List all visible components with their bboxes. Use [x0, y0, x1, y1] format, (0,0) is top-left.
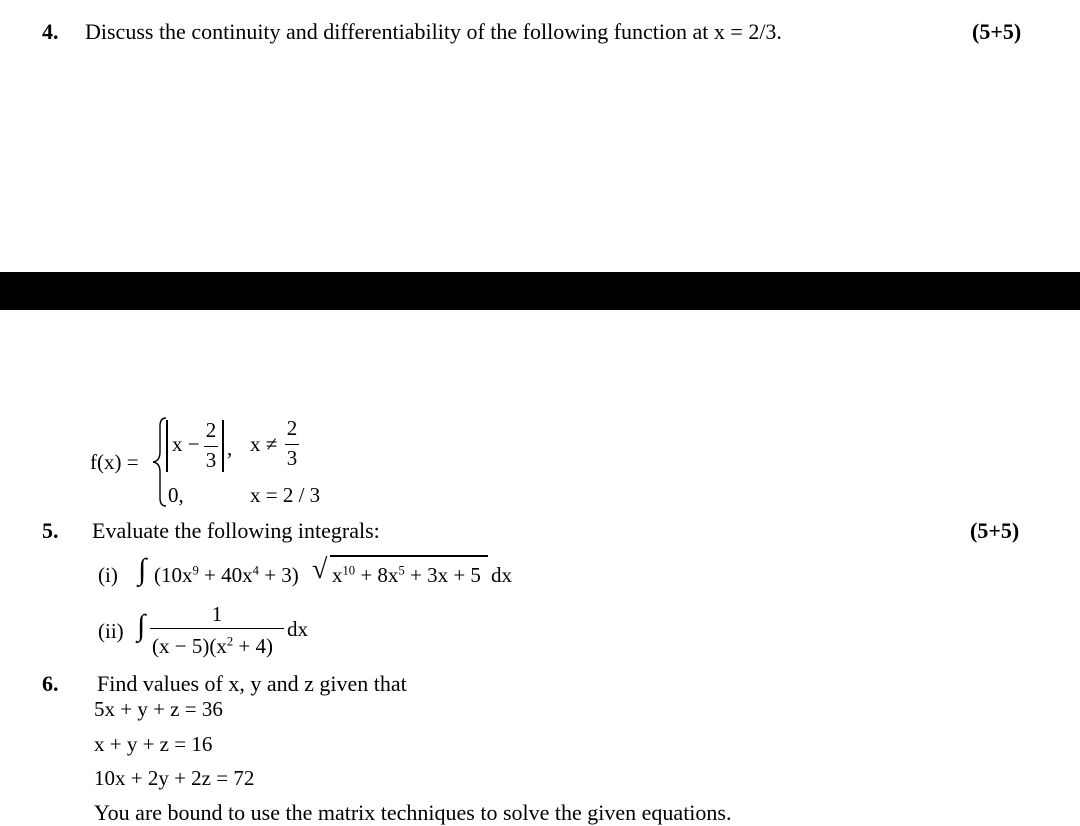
- part-ii-den-term2: + 4): [233, 634, 273, 658]
- part-i-rad-term1: x: [332, 563, 343, 587]
- case2-value: 0,: [168, 483, 184, 507]
- part-ii-dx: dx: [287, 617, 308, 641]
- part-ii-integral-sign: ∫: [137, 609, 146, 642]
- q4-number: 4.: [42, 19, 59, 44]
- abs-bar-left: [166, 420, 168, 472]
- part-i-root-bar: [330, 555, 488, 557]
- part-i-radicand: [332, 563, 481, 588]
- case1-frac-numerator: 2: [205, 418, 217, 442]
- q4-marks: (5+5): [972, 19, 1022, 44]
- part-ii-label: (ii): [98, 619, 124, 643]
- part-i-expression: [154, 563, 299, 588]
- part-i-root-sign: √: [312, 554, 328, 585]
- part-i-term2: + 40x: [198, 563, 253, 587]
- q6-equation-2: x + y + z = 16: [94, 732, 213, 756]
- function-lhs: f(x) =: [90, 450, 139, 474]
- part-ii-den-term1: (x − 5)(x: [152, 634, 227, 658]
- case1-comma: ,: [227, 436, 233, 460]
- abs-bar-right: [222, 420, 224, 472]
- part-ii-den-exp: 2: [226, 634, 234, 649]
- case1-frac-line: [204, 446, 218, 447]
- q5-number: 5.: [42, 518, 59, 543]
- case1-condition: x ≠: [250, 432, 278, 456]
- part-i-exp3: 10: [342, 563, 356, 578]
- q6-number: 6.: [42, 671, 59, 696]
- case1-frac-denominator: 3: [205, 448, 217, 472]
- part-ii-numerator: 1: [211, 602, 223, 626]
- q4-question-text: Discuss the continuity and differentiability of the following function at x = 2/3.: [85, 19, 782, 44]
- part-i-exp1: 9: [192, 563, 199, 578]
- q5-marks: (5+5): [970, 518, 1020, 543]
- q5-question-text: Evaluate the following integrals:: [92, 518, 380, 543]
- part-i-exp4: 5: [398, 563, 405, 578]
- case1-cond-line: [285, 444, 299, 445]
- part-i-integral-sign: ∫: [138, 553, 147, 586]
- case1-cond-numerator: 2: [286, 416, 298, 440]
- part-i-label: (i): [98, 563, 118, 587]
- part-i-term3: + 3): [258, 563, 299, 587]
- case2-condition: x = 2 / 3: [250, 483, 321, 507]
- q6-instruction: You are bound to use the matrix techniques to solve the given equations.: [94, 800, 732, 825]
- q6-question-text: Find values of x, y and z given that: [97, 671, 407, 696]
- part-ii-denominator: [152, 634, 273, 659]
- part-i-rad-term3: + 3x + 5: [404, 563, 481, 587]
- q6-equation-1: 5x + y + z = 36: [94, 697, 223, 721]
- redaction-bar: [0, 272, 1080, 310]
- part-i-dx: dx: [491, 563, 512, 587]
- part-i-exp2: 4: [252, 563, 259, 578]
- part-ii-fraction-line: [150, 628, 284, 629]
- case1-expression: x −: [172, 432, 200, 456]
- q6-equation-3: 10x + 2y + 2z = 72: [94, 766, 255, 790]
- part-i-rad-term2: + 8x: [355, 563, 399, 587]
- case1-cond-denominator: 3: [286, 446, 298, 470]
- part-i-term1: (10x: [154, 563, 193, 587]
